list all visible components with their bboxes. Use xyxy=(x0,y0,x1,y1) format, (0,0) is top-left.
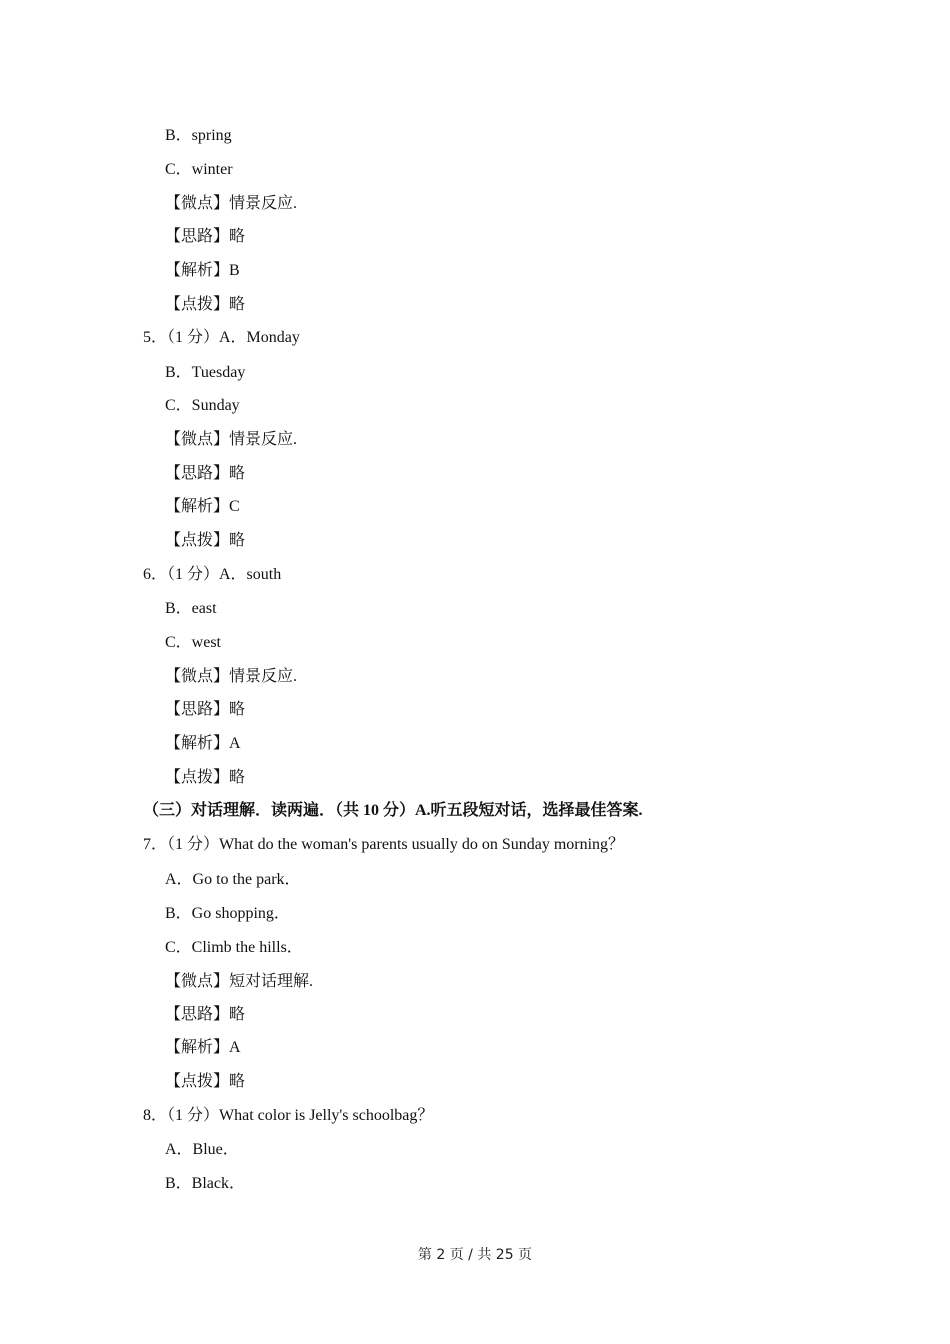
q5-tip: 【点拨】略 xyxy=(165,532,246,549)
q7-option-b: B．Go shopping． xyxy=(165,905,290,922)
q4-analysis: 【解析】B xyxy=(165,262,240,279)
q7-thought: 【思路】略 xyxy=(165,1006,246,1023)
q6-stem: 6．（1 分）A．south xyxy=(143,566,282,583)
q4-option-b: B．spring xyxy=(165,127,232,144)
q4-tip: 【点拨】略 xyxy=(165,296,246,313)
q4-option-c: C．winter xyxy=(165,161,233,178)
q5-stem: 5．（1 分）A．Monday xyxy=(143,329,300,346)
q5-analysis: 【解析】C xyxy=(165,498,240,515)
q6-option-c: C．west xyxy=(165,634,222,651)
section-heading: （三）对话理解．读两遍．（共 10 分）A.听五段短对话，选择最佳答案. xyxy=(143,802,643,819)
q5-option-c: C．Sunday xyxy=(165,397,240,414)
q6-analysis: 【解析】A xyxy=(165,735,241,752)
q7-stem: 7．（1 分）What do the woman's parents usually do on Sunday morning？ xyxy=(143,836,625,853)
q6-tip: 【点拨】略 xyxy=(165,769,246,786)
q6-option-b: B．east xyxy=(165,600,217,617)
q7-option-c: C．Climb the hills． xyxy=(165,939,303,956)
q5-knowledge-point: 【微点】情景反应. xyxy=(165,431,298,448)
q7-analysis: 【解析】A xyxy=(165,1039,241,1056)
q5-thought: 【思路】略 xyxy=(165,465,246,482)
q8-stem: 8．（1 分）What color is Jelly's schoolbag？ xyxy=(143,1107,434,1124)
q8-option-a: A．Blue． xyxy=(165,1141,239,1158)
q7-tip: 【点拨】略 xyxy=(165,1073,246,1090)
q8-option-b: B．Black． xyxy=(165,1175,245,1192)
q6-knowledge-point: 【微点】情景反应. xyxy=(165,668,298,685)
q5-option-b: B．Tuesday xyxy=(165,364,246,381)
q7-knowledge-point: 【微点】短对话理解. xyxy=(165,973,314,990)
q4-knowledge-point: 【微点】情景反应. xyxy=(165,195,298,212)
page-footer: 第 2 页 / 共 25 页 xyxy=(417,1247,533,1263)
q6-thought: 【思路】略 xyxy=(165,701,246,718)
q7-option-a: A．Go to the park． xyxy=(165,871,301,888)
q4-thought: 【思路】略 xyxy=(165,228,246,245)
